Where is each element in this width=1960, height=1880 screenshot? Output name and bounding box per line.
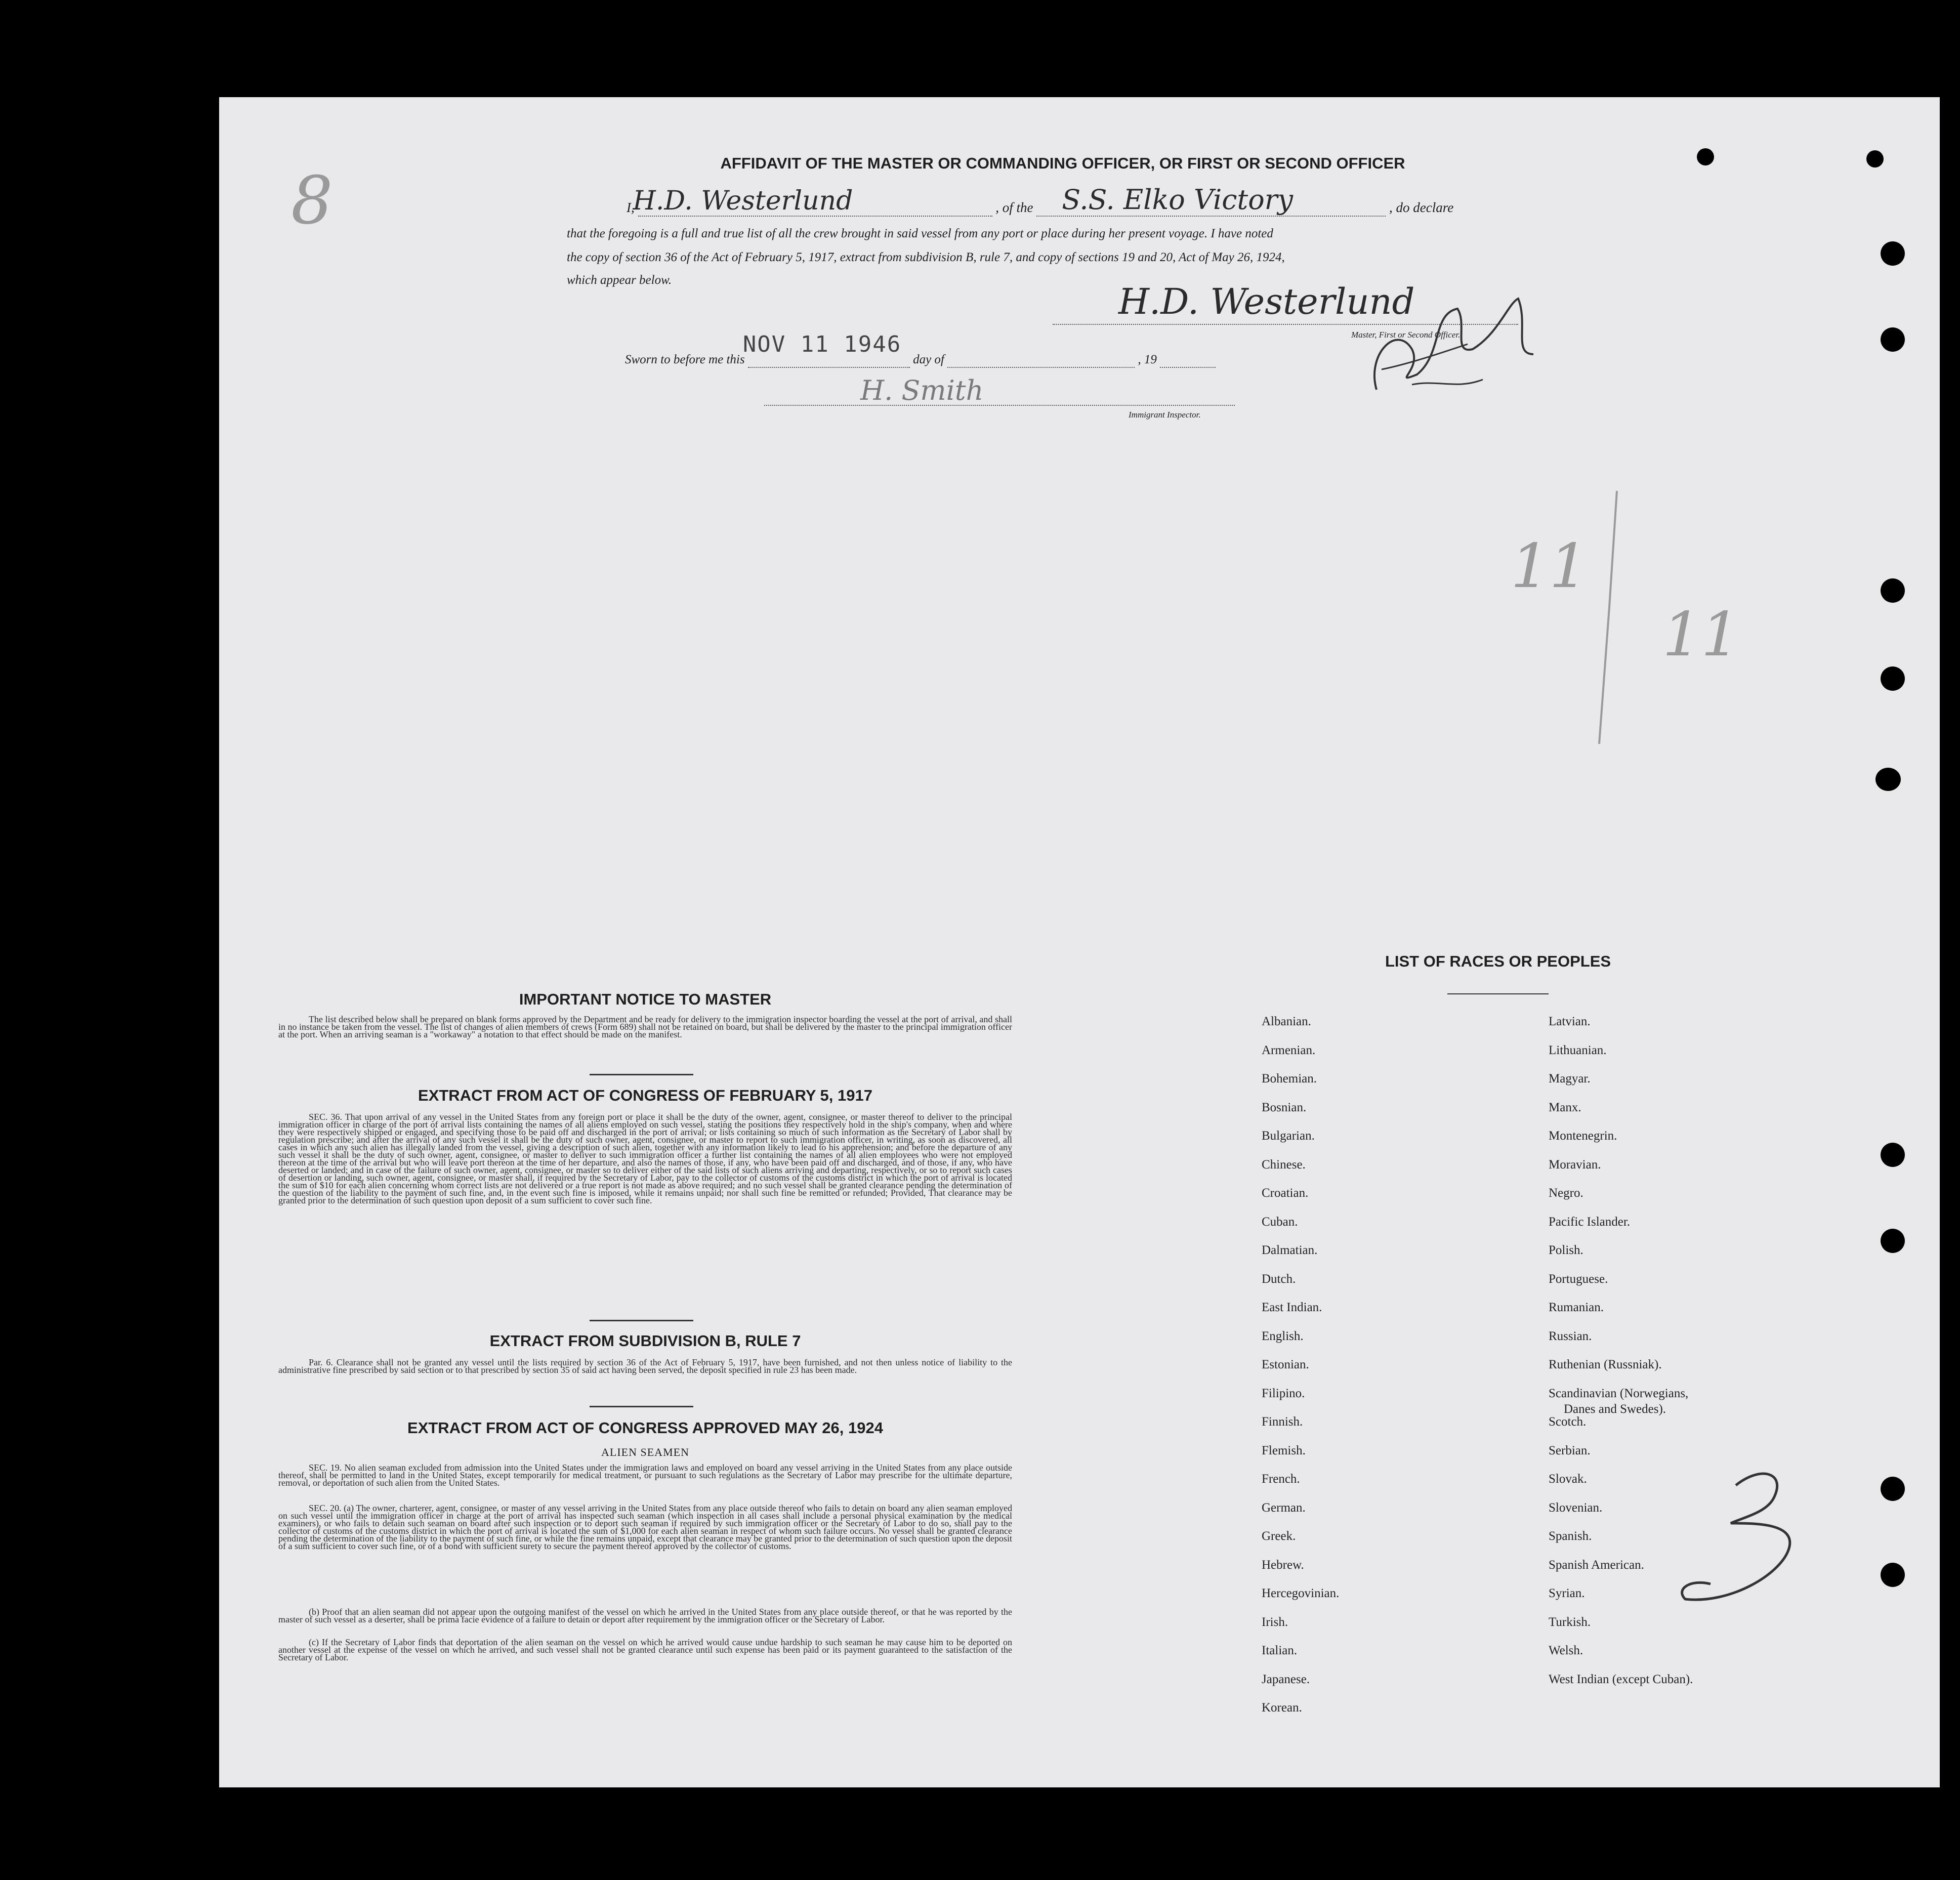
race-item-left: French.	[1262, 1472, 1300, 1486]
binder-hole	[1697, 148, 1714, 165]
binder-hole	[1881, 1563, 1905, 1587]
race-item-right: West Indian (except Cuban).	[1549, 1672, 1693, 1686]
divider-2	[590, 1320, 693, 1321]
race-item-right: Spanish.	[1549, 1529, 1592, 1543]
sworn-line	[625, 331, 1216, 368]
notice-text: The list described below shall be prepared on blank forms approved by the Department and be ready for delivery to the immigration inspector boarding the vessel at the port of arrival, and shall in no instance be taken from the vessel. The list of changes of alien members of crews (Form 689) shall not be retained on board, but shall be delivered by the master to the principal immigration officer at the port. When an arriving seaman is a "workaway" a notation to that effect should be made on the manifest.	[278, 1014, 1012, 1039]
date-stamp: NOV 11 1946	[742, 331, 902, 357]
extract-1924-sec20a: SEC. 20. (a) The owner, charterer, agent, consignee, or master of any vessel arriving in the United States from any place outside thereof who fails to detain on board any alien seaman employed on such vessel until the immigration officer in charge at the port of arrival has inspected such seaman (which inspection in all cases shall include a personal physical examination by the medical examiners), or who fails to detain such seaman on board after such inspection or to deport such seaman if required by such immigration officer or the Secretary of Labor to do so, shall pay to the collector of customs of the customs district in which the port of arrival is located the sum of $1,000 for each alien seaman in respect of whom such failure occurs. No vessel shall be granted clearance pending the determination of the liability to the payment of such fine, or while the fine remains unpaid, except that clearance may be granted prior to the determination of such question upon the deposit of a sum sufficient to cover such fine, or of a bond with sufficient surety to secure the payment thereof approved by the collector of customs.	[278, 1503, 1012, 1551]
affidavit-i: I,	[627, 200, 635, 215]
affidavit-line-2: that the foregoing is a full and true list of all the crew brought in said vessel from any port or place during her present voyage. I have noted	[567, 227, 1273, 240]
race-item-left: Japanese.	[1262, 1672, 1310, 1686]
race-item-right: Danes and Swedes).	[1564, 1402, 1666, 1416]
race-item-right: Welsh.	[1549, 1644, 1583, 1657]
pencil-page-number	[0, 0, 1, 1]
inspector-signature: H. Smith	[860, 374, 984, 406]
extract-1924-subtitle: ALIEN SEAMEN	[601, 1446, 689, 1458]
notice-title: IMPORTANT NOTICE TO MASTER	[519, 990, 772, 1008]
race-item-left: Korean.	[1262, 1701, 1302, 1715]
race-item-right: Slovenian.	[1549, 1500, 1603, 1515]
race-item-left: Estonian.	[1262, 1358, 1309, 1371]
binder-hole	[1881, 1477, 1905, 1501]
race-item-right: Moravian.	[1549, 1157, 1601, 1172]
race-item-left: Hercegovinian.	[1262, 1586, 1340, 1600]
race-item-left: Bosnian.	[1262, 1100, 1307, 1114]
right-pencil-mark-1: 11	[1511, 531, 1588, 602]
inspector-signature-line	[764, 405, 1235, 406]
affidavit-line-3: the copy of section 36 of the Act of February 5, 1917, extract from subdivision B, rule 7, and copy of sections 19 and 20, Act of May 26, 1924,	[567, 250, 1285, 264]
race-item-right: Portuguese.	[1549, 1272, 1608, 1286]
race-item-left: Finnish.	[1262, 1415, 1303, 1429]
races-title: LIST OF RACES OR PEOPLES	[1385, 952, 1611, 970]
sworn-day-of: day of	[913, 353, 944, 366]
race-item-left: Greek.	[1262, 1529, 1296, 1543]
binder-hole	[1881, 1229, 1905, 1253]
handwritten-master-name: H.D. Westerlund	[633, 186, 853, 216]
race-item-right: Turkish.	[1549, 1615, 1591, 1629]
race-item-left: East Indian.	[1262, 1301, 1322, 1314]
race-item-right: Manx.	[1549, 1100, 1581, 1114]
race-item-right: Syrian.	[1549, 1586, 1585, 1600]
race-item-left: Chinese.	[1262, 1157, 1306, 1172]
sworn-year: , 19	[1138, 353, 1157, 366]
race-item-left: German.	[1262, 1500, 1306, 1515]
extract-1924-title: EXTRACT FROM ACT OF CONGRESS APPROVED MAY 26, 1924	[407, 1419, 883, 1437]
race-item-right: Scandinavian (Norwegians,	[1549, 1386, 1689, 1400]
race-item-left: Bulgarian.	[1262, 1129, 1315, 1143]
race-item-left: Dutch.	[1262, 1272, 1296, 1286]
race-item-left: Albanian.	[1262, 1015, 1311, 1028]
binder-hole	[1881, 327, 1905, 352]
extract-rule7-title: EXTRACT FROM SUBDIVISION B, RULE 7	[489, 1332, 801, 1350]
handwritten-vessel-name: S.S. Elko Victory	[1062, 184, 1294, 216]
extract-1924-sec20b: (b) Proof that an alien seaman did not appear upon the outgoing manifest of the vessel on which he arrived in the United States from any place outside thereof, or that he was reported by the master of such vessel as a deserter, shall be prima facie evidence of a failure to detain or deport after requirement by the immigration officer or the Secretary of Labor.	[278, 1607, 1012, 1624]
race-item-right: Russian.	[1549, 1329, 1592, 1343]
race-item-left: Irish.	[1262, 1615, 1288, 1629]
race-item-right: Scotch.	[1549, 1415, 1587, 1429]
race-item-right: Rumanian.	[1549, 1301, 1604, 1314]
extract-1924-sec20c: (c) If the Secretary of Labor finds that deportation of the alien seaman on the vessel on which he arrived would cause undue hardship to such seaman he may cause him to be deported on another vessel at the expense of the vessel on which he arrived, and such vessel shall not be granted clearance until such expense has been paid or its payment guaranteed to the satisfaction of the Secretary of Labor.	[278, 1637, 1012, 1662]
top-left-pencil-mark: 8	[291, 162, 333, 239]
binder-hole	[1881, 578, 1905, 603]
extract-1917-title: EXTRACT FROM ACT OF CONGRESS OF FEBRUARY 5, 1917	[418, 1087, 872, 1104]
extract-1917-text: SEC. 36. That upon arrival of any vessel in the United States from any foreign port or place it shall be the duty of the owner, agent, consignee, or master thereof to deliver to the principal immigration officer in charge of the port of arrival lists containing the names of all aliens employed on such vessel, stating the positions they respectively hold in the ship's company, when and where they were respectively shipped or engaged, and specifying those to be paid off and discharged in the port of arrival; or lists containing so much of such information as the Secretary of Labor shall by regulation prescribe; and after the arrival of any such vessel it shall be the duty of such owner, agent, consignee, or master to report to such immigration officer, in writing, as soon as discovered, all cases in which any such alien has illegally landed from the vessel, giving a description of such alien, together with any information likely to lead to his apprehension; and before the departure of any such vessel it shall be the duty of such owner, agent, consignee, or master to deliver to such immigration officer a further list containing the names of all alien employees who were not employed thereon at the time of the arrival but who will leave port thereon at the time of her departure, and also the names of those, if any, who have been paid off and discharged, and of those, if any, who have deserted or landed; and in case of the failure of such owner, agent, consignee, or master so to deliver either of the said lists of such aliens arriving and departing, respectively, or so to report such cases of desertion or landing, such owner, agent, consignee, or master shall, if required by the Secretary of Labor, pay to the collector of customs of the customs district in which the port of arrival is located the sum of $10 for each alien concerning whom correct lists are not delivered or a true report is not made as above required; and no such vessel shall be granted clearance pending the determination of the question of the liability to the payment of such fine, and, in the event such fine is imposed, while it remains unpaid; nor shall such fine be remitted or refunded; Provided, That clearance may be granted prior to the determination of such question upon deposit of a sum sufficient to cover such fine.	[278, 1112, 1012, 1205]
master-signature-line	[1053, 324, 1518, 325]
affidavit-line-4: which appear below.	[567, 273, 672, 287]
race-item-right: Spanish American.	[1549, 1558, 1644, 1572]
binder-hole	[1881, 1143, 1905, 1167]
master-signature-caption: Master, First or Second Officer.	[1351, 330, 1461, 340]
divider-1	[590, 1074, 693, 1075]
binder-hole	[1875, 768, 1901, 791]
right-pencil-mark-2: 11	[1662, 600, 1740, 670]
race-item-right: Montenegrin.	[1549, 1129, 1617, 1143]
inspector-caption: Immigrant Inspector.	[1129, 410, 1201, 420]
race-item-left: Armenian.	[1262, 1043, 1316, 1057]
race-item-right: Negro.	[1549, 1186, 1583, 1200]
binder-hole	[1881, 241, 1905, 266]
race-item-right: Lithuanian.	[1549, 1043, 1607, 1057]
extract-rule7-text: Par. 6. Clearance shall not be granted any vessel until the lists required by section 36 of the Act of February 5, 1917, have been furnished, and not then unless notice of liability to the administrative fine prescribed by said section or to that prescribed by section 35 of said act having been served, the deposit specified in rule 23 has been made.	[278, 1357, 1012, 1375]
master-signature: H.D. Westerlund	[1118, 281, 1415, 322]
binder-hole	[1866, 150, 1884, 168]
affidavit-line-1	[627, 184, 1454, 217]
race-item-left: English.	[1262, 1329, 1304, 1343]
affidavit-of-the: , of the	[995, 200, 1033, 215]
race-item-right: Slovak.	[1549, 1472, 1587, 1486]
race-item-left: Cuban.	[1262, 1215, 1298, 1229]
race-item-right: Pacific Islander.	[1549, 1215, 1631, 1229]
race-item-left: Italian.	[1262, 1644, 1298, 1657]
page-number-value	[1685, 1468, 1802, 1609]
affidavit-title: AFFIDAVIT OF THE MASTER OR COMMANDING OFFICER, OR FIRST OR SECOND OFFICER	[720, 154, 1405, 172]
sworn-prefix: Sworn to before me this	[625, 353, 745, 366]
race-item-left: Bohemian.	[1262, 1072, 1317, 1085]
race-item-right: Serbian.	[1549, 1443, 1591, 1457]
affidavit-do-declare: , do declare	[1389, 200, 1454, 215]
race-item-left: Flemish.	[1262, 1443, 1306, 1457]
race-item-right: Latvian.	[1549, 1015, 1591, 1028]
extract-1924-sec19: SEC. 19. No alien seaman excluded from admission into the United States under the immigration laws and employed on board any vessel arriving in the United States from any place outside thereof, shall be permitted to land in the United States, except temporarily for medical treatment, or pursuant to such regulations as the Secretary of Labor may prescribe for the ultimate departure, removal, or deportation of such alien from the United States.	[278, 1463, 1012, 1488]
race-item-right: Magyar.	[1549, 1072, 1591, 1085]
race-item-right: Ruthenian (Russniak).	[1549, 1358, 1662, 1371]
races-divider	[1447, 993, 1549, 994]
race-item-left: Croatian.	[1262, 1186, 1309, 1200]
binder-hole	[1881, 666, 1905, 691]
race-item-left: Filipino.	[1262, 1386, 1305, 1400]
race-item-left: Dalmatian.	[1262, 1243, 1318, 1257]
race-item-left: Hebrew.	[1262, 1558, 1304, 1572]
divider-3	[590, 1406, 693, 1407]
race-item-right: Polish.	[1549, 1243, 1583, 1257]
